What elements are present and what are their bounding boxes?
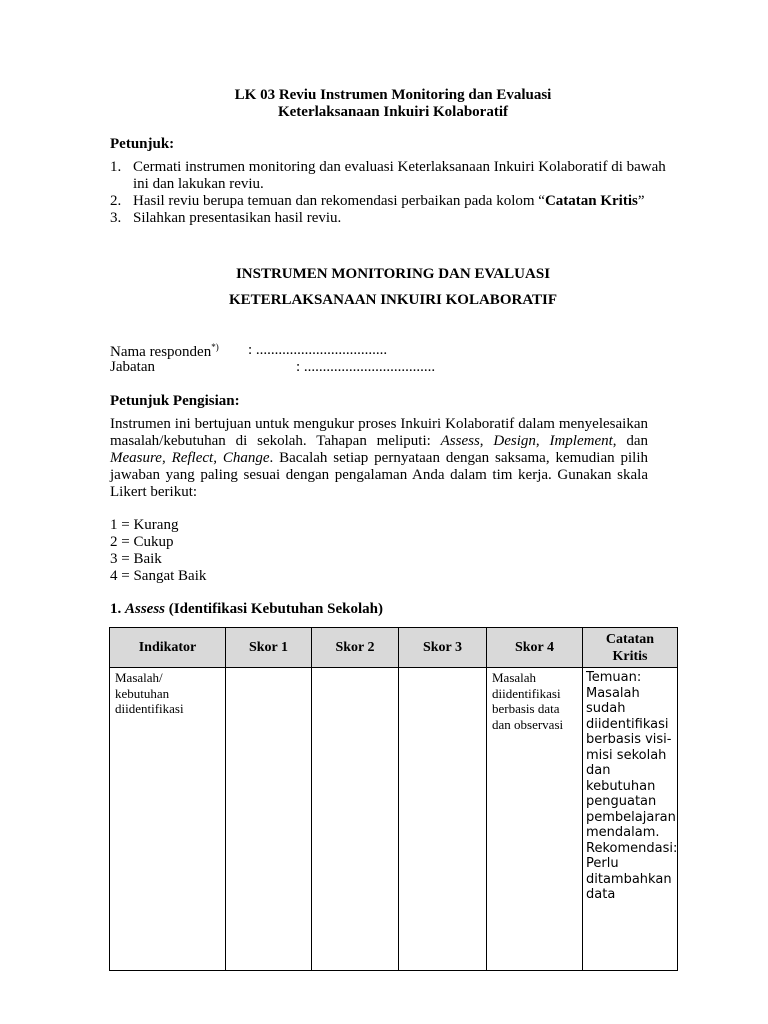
cell-skor-4: Masalah diidentifikasi berbasis data dan observasi [487, 668, 583, 971]
paragraph-text: , [535, 433, 550, 449]
column-header-catatan-kritis: Catatan Kritis [583, 628, 678, 668]
instruction-item [110, 210, 670, 227]
paragraph-text: , [213, 450, 223, 466]
document-title-line2: Keterlaksanaan Inkuiri Kolaboratif [277, 104, 509, 120]
petunjuk-pengisian-label: Petunjuk Pengisian: [110, 393, 240, 409]
section-number: 1. [110, 601, 125, 617]
instruction-item [110, 193, 670, 210]
footnote-marker: *) [211, 342, 219, 352]
instruction-item [110, 159, 670, 193]
paragraph-text: , [479, 433, 494, 449]
cell-skor-2[interactable] [312, 668, 399, 971]
column-header-skor-4: Skor 4 [487, 628, 583, 668]
paragraph-text: , [161, 450, 172, 466]
paragraph-text: . Bacalah setiap pernyataan dengan saksama, kemudian pilih jawaban yang paling sesuai dengan pengalaman Anda dalam tim kerja. Gunakan skala Likert berikut: [110, 450, 648, 500]
instrument-heading-line1: INSTRUMEN MONITORING DAN EVALUASI [235, 266, 551, 282]
cell-indikator: Masalah/ kebutuhan diidentifikasi [110, 668, 226, 971]
likert-item: 4 = Sangat Baik [110, 568, 207, 584]
table-row [110, 668, 678, 971]
assess-table [109, 627, 678, 971]
stage-term: Change [222, 450, 270, 466]
paragraph-text: , dan [612, 433, 648, 449]
instruction-text: Silahkan presentasikan hasil reviu. [133, 210, 342, 226]
instruction-number: 3. [110, 210, 122, 226]
jabatan-label: Jabatan [110, 359, 155, 375]
instruction-text: Cermati instrumen monitoring dan evaluasi Keterlaksanaan Inkuiri Kolaboratif di bawah ini dan lakukan reviu. [133, 159, 666, 192]
likert-item: 1 = Kurang [110, 517, 179, 533]
instruction-text [133, 193, 670, 210]
section-title-rest: (Identifikasi Kebutuhan Sekolah) [165, 601, 383, 617]
cell-skor-3[interactable] [399, 668, 487, 971]
instrument-heading-line2: KETERLAKSANAAN INKUIRI KOLABORATIF [228, 292, 558, 308]
stage-term: Implement [549, 433, 613, 449]
column-header-indikator: Indikator [110, 628, 226, 668]
instruction-list [110, 159, 670, 227]
likert-item: 3 = Baik [110, 551, 162, 567]
instruction-number: 2. [110, 193, 122, 209]
section-term: Assess [125, 601, 166, 617]
instruction-number: 1. [110, 159, 122, 175]
column-header-skor-2: Skor 2 [312, 628, 399, 668]
stage-term: Assess [440, 433, 480, 449]
stage-term: Reflect [171, 450, 214, 466]
likert-scale-list [110, 517, 206, 585]
cell-skor-1[interactable] [226, 668, 312, 971]
petunjuk-label: Petunjuk: [110, 136, 175, 152]
jabatan-field[interactable]: : ................................... [296, 359, 436, 375]
table-header-row [110, 628, 678, 668]
likert-item: 2 = Cukup [110, 534, 174, 550]
section-1-heading [110, 601, 383, 618]
stage-term: Measure [110, 450, 162, 466]
column-header-skor-1: Skor 1 [226, 628, 312, 668]
cell-catatan-kritis: Temuan: Masalah sudah diidentifikasi berbasis visi-misi sekolah dan kebutuhan penguatan pembelajaran mendalam. Rekomendasi: Perlu ditambahkan data [583, 668, 678, 971]
nama-responden-field[interactable]: : ................................... [248, 342, 388, 358]
nama-responden-text: Nama responden [110, 344, 212, 360]
petunjuk-pengisian-paragraph [110, 416, 648, 501]
catatan-kritis-emphasis: Catatan Kritis [544, 193, 638, 209]
document-title-line1: LK 03 Reviu Instrumen Monitoring dan Evaluasi [234, 87, 552, 103]
paragraph-text: Instrumen ini bertujuan untuk mengukur proses Inkuiri Kolaboratif dalam menyelesaikan masalah/kebutuhan di sekolah. Tahapan meliputi: [110, 416, 648, 449]
instruction-text-part: ” [637, 193, 645, 209]
column-header-skor-3: Skor 3 [399, 628, 487, 668]
instruction-text-part: Hasil reviu berupa temuan dan rekomendasi perbaikan pada kolom “ [133, 193, 545, 209]
stage-term: Design [493, 433, 536, 449]
